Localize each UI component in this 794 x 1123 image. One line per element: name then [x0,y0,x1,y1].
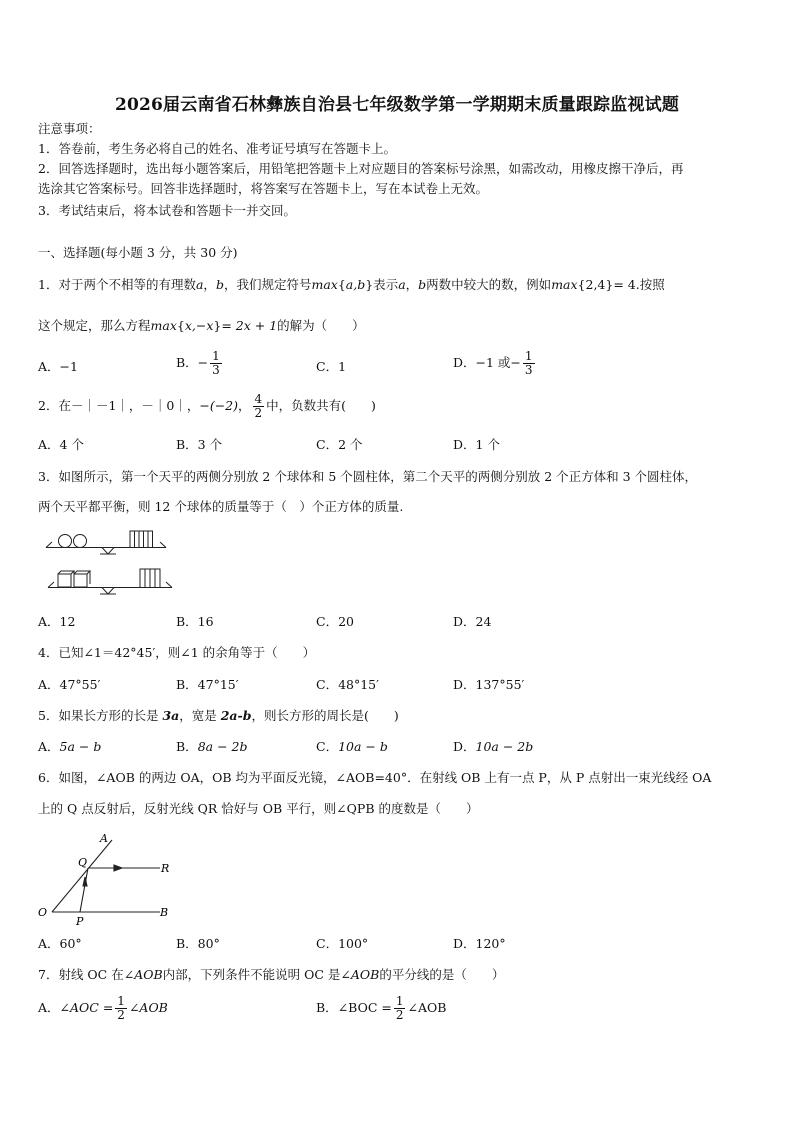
q1-stem-line2: 这个规定，那么方程max{x,−x}= 2x + 1的解为（ ） [38,318,365,333]
balance-figure [44,528,184,606]
label-b: B [160,906,169,919]
q2-option-b: B．3 个 [176,437,223,452]
q1-stem-line1: 1．对于两个不相等的有理数a，b，我们规定符号max{a,b}表示a，b两数中较大的数，例如max{2,4}= 4.按照 [38,277,665,292]
label-o: O [38,906,48,919]
q3-stem-line2: 两个天平都平衡，则 12 个球体的质量等于（ ）个正方体的质量. [38,499,404,514]
arrow-qr [114,865,122,871]
label-q: Q [78,856,88,869]
q4-option-d: D．137°55′ [453,677,525,692]
balance-1 [46,531,166,554]
notice-heading: 注意事项： [38,121,101,136]
notice-item: 3．考试结束后，将本试卷和答题卡一并交回。 [38,203,296,218]
q5-option-a: A．5a − b [38,739,102,754]
q3-option-b: B．16 [176,614,214,629]
balance-2 [48,569,172,594]
q5-stem: 5．如果长方形的长是 3a，宽是 2a-b，则长方形的周长是( ) [38,708,399,723]
q1-option-d: D．−1 或− $\frac{1}{3}$ [453,349,533,377]
q3-option-d: D．24 [453,614,492,629]
q6-stem-line2: 上的 Q 点反射后，反射光线 QR 恰好与 OB 平行，则∠QPB 的度数是（ ） [38,801,479,816]
q7-stem: 7．射线 OC 在∠AOB内部，下列条件不能说明 OC 是∠AOB的平分线的是（ ） [38,967,505,982]
q4-option-c: C．48°15′ [316,677,379,692]
q3-option-c: C．20 [316,614,354,629]
q2-option-d: D．1 个 [453,437,500,452]
q1-option-a: A．−1 [38,359,78,374]
q6-option-a: A．60° [38,936,82,951]
q4-stem: 4．已知∠1＝42°45′，则∠1 的余角等于（ ） [38,645,316,660]
q5-option-b: B．8a − 2b [176,739,248,754]
notice-item: 选涂其它答案标号。回答非选择题时，将答案写在答题卡上，写在本试卷上无效。 [38,181,489,196]
q5-option-d: D．10a − 2b [453,739,534,754]
q4-option-b: B．47°15′ [176,677,239,692]
q2-option-a: A．4 个 [38,437,84,452]
q1-option-c: C．1 [316,359,347,374]
q6-option-c: C．100° [316,936,369,951]
q6-option-d: D．120° [453,936,506,951]
q7-option-b: B．∠BOC = $\frac{1}{2}$ ∠AOB [316,994,447,1022]
notice-item: 1．答卷前，考生务必将自己的姓名、准考证号填写在答题卡上。 [38,141,396,156]
q5-option-c: C．10a − b [316,739,388,754]
section-heading: 一、选择题(每小题 3 分，共 30 分) [38,245,238,260]
q2-stem: 2．在－｜－1｜，－｜0｜，−(−2)， $\frac{4}{2}$ 中，负数共有( ) [38,392,376,420]
mirror-figure [34,828,184,926]
q7-option-a: A．∠AOC = $\frac{1}{2}$ ∠AOB [38,994,168,1022]
label-p: P [76,915,84,926]
q6-stem-line1: 6．如图，∠AOB 的两边 OA，OB 均为平面反光镜，∠AOB=40°．在射线 OB 上有一点 P，从 P 点射出一束光线经 OA [38,770,712,785]
label-r: R [161,862,170,875]
page-title: 2026届云南省石林彝族自治县七年级数学第一学期期末质量跟踪监视试题 [114,95,680,115]
q3-option-a: A．12 [38,614,76,629]
q6-option-b: B．80° [176,936,220,951]
ray-pq [80,868,88,912]
label-a: A [100,832,108,845]
q3-stem-line1: 3．如图所示，第一个天平的两侧分别放 2 个球体和 5 个圆柱体，第二个天平的两侧分别放 2 个正方体和 3 个圆柱体， [38,469,698,484]
notice-item: 2．回答选择题时，选出每小题答案后，用铅笔把答题卡上对应题目的答案标号涂黑，如需改动，用橡皮擦干净后，再 [38,161,684,176]
q2-option-c: C．2 个 [316,437,363,452]
q1-option-b: B．− $\frac{1}{3}$ [176,349,220,377]
q4-option-a: A．47°55′ [38,677,101,692]
